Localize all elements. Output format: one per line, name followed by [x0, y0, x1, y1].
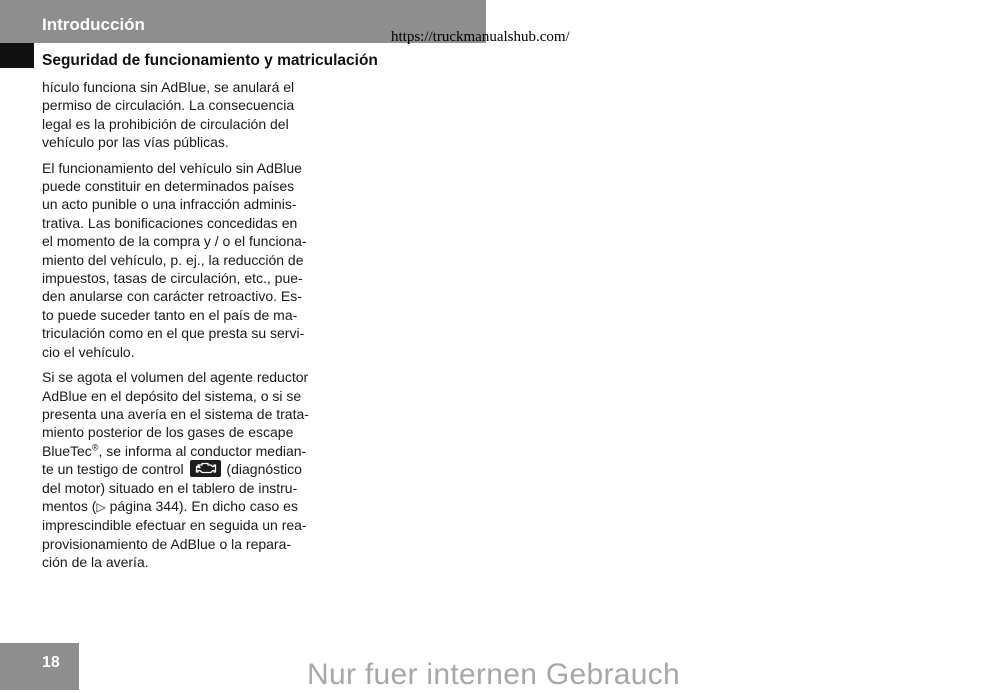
paragraph-1: [42, 78, 342, 152]
paragraph-2: [42, 159, 342, 361]
icon-line-after: (diagnóstico: [222, 461, 302, 478]
text-line: triculación como en el que presta su servi-: [42, 325, 305, 342]
text-line: cio el vehículo.: [42, 343, 135, 360]
text-line: puede constituir en determinados países: [42, 178, 295, 195]
text-line-with-reference: [42, 497, 342, 516]
text-line: trativa. Las bonificaciones concedidas en: [42, 214, 298, 231]
text-line: den anularse con carácter retroactivo. Es-: [42, 288, 302, 305]
section-title: Seguridad de funcionamiento y matriculación: [42, 52, 378, 69]
text-line: vehículo por las vías públicas.: [42, 134, 229, 151]
text-line: El funcionamiento del vehículo sin AdBlue: [42, 159, 302, 176]
paragraph-3: [42, 368, 342, 571]
text-line: permiso de circulación. La consecuencia: [42, 97, 295, 114]
text-line: miento posterior de los gases de escape: [42, 424, 294, 441]
text-line: ción de la avería.: [42, 554, 149, 571]
registered-mark: ®: [91, 442, 99, 453]
text-line: miento del vehículo, p. ej., la reducción de: [42, 251, 304, 268]
text-line: impuestos, tasas de circulación, etc., pue-: [42, 270, 303, 287]
chapter-title: Introducción: [42, 15, 145, 34]
text-line-bluetec: [42, 442, 342, 460]
source-url[interactable]: https://truckmanualshub.com/: [391, 29, 570, 45]
icon-line-before: te un testigo de control: [42, 461, 184, 478]
text-line: to puede suceder tanto en el país de ma-: [42, 306, 298, 323]
bluetec-rest: , se informa al conductor median-: [98, 442, 307, 459]
text-line: provisionamiento de AdBlue o la repara-: [42, 535, 292, 552]
engine-diagnostic-icon: [190, 460, 221, 477]
section-marker-tab: [0, 43, 34, 68]
text-line: imprescindible efectuar en seguida un rea-: [42, 517, 307, 534]
text-line: Si se agota el volumen del agente reductor: [42, 369, 309, 386]
ref-before: mentos (: [42, 497, 97, 514]
bluetec-word: BlueTec: [42, 442, 92, 459]
page-reference-arrow-icon[interactable]: ▷: [96, 499, 106, 514]
text-line: legal es la prohibición de circulación del: [42, 115, 289, 132]
watermark: Nur fuer internen Gebrauch: [307, 658, 680, 691]
ref-after: página 344). En dicho caso es: [105, 497, 298, 514]
text-line: el momento de la compra y / o el funciona-: [42, 233, 307, 250]
text-line: hículo funciona sin AdBlue, se anulará el: [42, 79, 295, 95]
text-line: un acto punible o una infracción adminis-: [42, 196, 297, 213]
page-number-box: [0, 643, 79, 690]
body-text-column: [42, 78, 342, 579]
text-line: AdBlue en el depósito del sistema, o si se: [42, 387, 302, 404]
text-line: presenta una avería en el sistema de trata-: [42, 405, 309, 422]
text-line: del motor) situado en el tablero de instru-: [42, 479, 298, 496]
text-line-with-icon: [42, 460, 342, 478]
page-number: 18: [42, 654, 60, 671]
